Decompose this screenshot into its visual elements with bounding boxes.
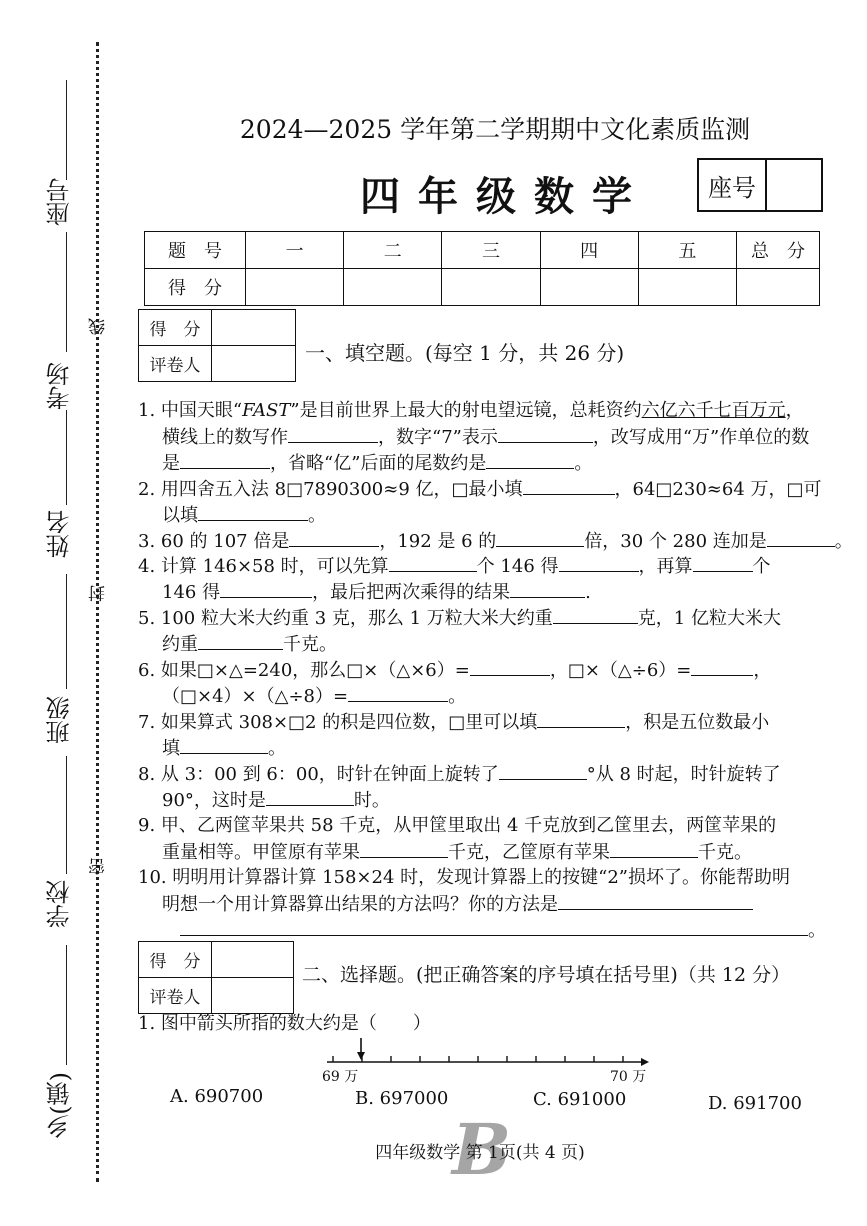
q-text: 3. 60 的 107 倍是 [138, 531, 290, 552]
question-10-line3 [180, 917, 826, 944]
answer-blank[interactable] [360, 839, 448, 858]
grader-name-cell[interactable] [212, 346, 296, 382]
exam-room-label: 考场 [46, 362, 74, 410]
q-text: . [585, 582, 591, 603]
q-text: ”是目前世界上最大的射电望远镜，总耗资约 [290, 400, 642, 421]
grader-score-label: 得 分 [139, 310, 212, 346]
question-1-line1 [138, 398, 804, 424]
answer-blank[interactable] [288, 424, 378, 443]
answer-blank[interactable] [498, 424, 593, 443]
choice-question-1: 1. 图中箭头所指的数大约是（ ） [138, 1013, 431, 1034]
answer-blank[interactable] [180, 917, 808, 936]
question-3 [138, 528, 853, 555]
q-text: ，改写成用“万”作单位的数 [592, 427, 810, 448]
q-text: 9. 甲、乙两筐苹果共 58 千克，从甲筐里取出 4 千克放到乙筐里去，两筐苹果的 [138, 815, 777, 836]
q-text: 千克。 [283, 634, 337, 655]
class-label: 班级 [46, 696, 74, 744]
question-1-line3 [162, 450, 592, 477]
q-text: 7. 如果算式 308×□2 的积是四位数，□里可以填 [138, 712, 538, 733]
q-text: 约重 [162, 634, 198, 655]
answer-blank[interactable] [289, 528, 379, 547]
q-text: 146 得 [162, 582, 221, 603]
q-text: 时。 [353, 790, 390, 811]
q-text: 。 [808, 920, 826, 941]
q-text: 以填 [162, 505, 198, 526]
question-5-line2 [162, 631, 337, 658]
q-text: 90°，这时是 [162, 790, 266, 811]
school-label: 学校 [46, 880, 74, 928]
score-table-cell: 总 分 [737, 232, 820, 269]
question-4-line2 [162, 579, 591, 606]
q-text: 6. 如果□×△=240，那么□×（△×6）= [138, 660, 470, 681]
seat-number-label: 座号 [46, 178, 74, 226]
question-2-line2 [162, 502, 326, 529]
answer-blank[interactable] [496, 528, 584, 547]
q-text: ， [753, 660, 772, 681]
line-mark: 线 [89, 318, 109, 335]
grader-score-cell[interactable] [212, 310, 296, 346]
q-text: ，再算 [638, 556, 693, 577]
paper-version-mark: B [452, 1108, 512, 1191]
grader-name-label: 评卷人 [139, 978, 212, 1014]
score-table-cell: 三 [442, 232, 540, 269]
q-text: 。 [448, 686, 467, 707]
option-d[interactable]: D. 691700 [708, 1093, 802, 1114]
q-text: 个 146 得 [476, 556, 559, 577]
seat-box-label: 座号 [699, 160, 767, 210]
q-text: 10. 明明用计算器计算 158×24 时，发现计算器上的按键“2”损坏了。你能帮助明 [138, 867, 790, 888]
grader-box-2 [138, 941, 294, 1014]
secret-mark: 密 [89, 858, 109, 875]
score-cell[interactable] [442, 269, 540, 306]
answer-blank[interactable] [610, 839, 698, 858]
answer-blank[interactable] [553, 605, 638, 624]
answer-blank[interactable] [198, 631, 283, 650]
question-9-line1 [138, 813, 776, 839]
q-text: 。 [574, 453, 593, 474]
score-table-header-row [145, 232, 820, 269]
score-table-score-row [145, 269, 820, 306]
q-text: FAST [242, 400, 291, 421]
grader-score-cell[interactable] [212, 942, 294, 978]
question-8-line1 [138, 761, 781, 788]
question-10-line1 [138, 865, 790, 891]
answer-blank[interactable] [348, 683, 448, 702]
q-text: 个 [752, 556, 771, 577]
page-footer: 四年级数学 第 1页(共 4 页) [375, 1143, 585, 1163]
q-text: ，64□230≈64 万，□可 [614, 479, 822, 500]
q-text: 填 [162, 738, 180, 759]
answer-blank[interactable] [499, 761, 587, 780]
score-table [144, 231, 820, 306]
score-cell[interactable] [246, 269, 344, 306]
question-10-line2 [162, 891, 753, 918]
grader-score-label: 得 分 [139, 942, 212, 978]
question-9-line2 [162, 839, 752, 866]
answer-blank[interactable] [559, 553, 639, 572]
q-text: ，最后把两次乘得的结果 [312, 582, 511, 603]
q-text: ，省略“亿”后面的尾数约是 [270, 453, 487, 474]
grader-name-label: 评卷人 [139, 346, 212, 382]
question-4-line1 [138, 553, 771, 580]
answer-blank[interactable] [558, 891, 753, 910]
question-6-line2 [162, 683, 466, 710]
option-b[interactable]: B. 697000 [355, 1088, 449, 1109]
q-text: （□×4）×（△÷8）= [162, 686, 349, 707]
q-text: 千克。 [698, 842, 752, 863]
score-cell[interactable] [540, 269, 638, 306]
q-text: 8. 从 3：00 到 6：00，时针在钟面上旋转了 [138, 764, 499, 785]
score-table-cell: 四 [540, 232, 638, 269]
score-cell[interactable] [638, 269, 736, 306]
question-7-line1 [138, 709, 769, 736]
question-2-line1 [138, 476, 822, 503]
answer-blank[interactable] [389, 553, 477, 572]
q-text: 4. 计算 146×58 时，可以先算 [138, 556, 389, 577]
score-cell[interactable] [737, 269, 820, 306]
axis-left-label: 69 万 [322, 1069, 359, 1085]
school-blank [66, 756, 67, 874]
score-table-cell: 题 号 [145, 232, 246, 269]
q-text: ，数字“7”表示 [378, 427, 498, 448]
q-text: 重量相等。甲筐原有苹果 [162, 842, 360, 863]
q-text: 千克，乙筐原有苹果 [448, 842, 610, 863]
answer-blank[interactable] [486, 450, 574, 469]
q-text: °从 8 时起，时针旋转了 [586, 764, 781, 785]
answer-blank[interactable] [767, 528, 835, 547]
q-text: ，192 是 6 的 [379, 531, 497, 552]
grader-box-1 [138, 309, 296, 382]
township-blank [66, 945, 67, 1065]
axis-right-label: 70 万 [610, 1069, 647, 1085]
exam-room-blank [66, 232, 67, 352]
answer-blank[interactable] [180, 735, 268, 754]
q-text: 明想一个用计算器算出结果的方法吗？你的方法是 [162, 894, 558, 915]
grader-name-cell[interactable] [212, 978, 294, 1014]
score-table-cell: 二 [344, 232, 442, 269]
q-text: 2. 用四舍五入法 8□7890300≈9 亿，□最小填 [138, 479, 523, 500]
q-underlined-text: 六亿六千七百万元 [641, 400, 786, 421]
class-blank [66, 574, 67, 689]
answer-blank[interactable] [523, 476, 615, 495]
answer-blank[interactable] [537, 709, 625, 728]
q-text: 。 [308, 505, 326, 526]
q-text: 是 [162, 453, 180, 474]
question-8-line2 [162, 787, 390, 814]
number-line-ticks [333, 1056, 623, 1062]
q-text: 。 [268, 738, 286, 759]
q-text: 。 [834, 531, 853, 552]
section2-title: 二、选择题。(把正确答案的序号填在括号里)（共 12 分） [302, 964, 791, 986]
q-text: 倍，30 个 280 连加是 [584, 531, 767, 552]
answer-blank[interactable] [198, 502, 308, 521]
q-text: 横线上的数写作 [162, 427, 288, 448]
option-a[interactable]: A. 690700 [170, 1086, 264, 1107]
score-cell[interactable] [344, 269, 442, 306]
binding-dotted-line [96, 42, 99, 1182]
subject-title: 四年级数学 [360, 173, 650, 220]
number-line [315, 1034, 655, 1086]
seat-box [697, 158, 823, 212]
question-7-line2 [162, 735, 286, 762]
township-label: 乡(镇) [46, 1072, 74, 1139]
exam-title: 2024—2025 学年第二学期期中文化素质监测 [239, 115, 751, 144]
score-table-cell: 得 分 [145, 269, 246, 306]
number-line-arrowhead [641, 1058, 649, 1066]
q-text: 1. 中国天眼“ [138, 400, 243, 421]
q-text: ，□×（△÷6）= [549, 660, 692, 681]
pointer-arrow-head [357, 1052, 365, 1060]
q-text: ，积是五位数最小 [625, 712, 770, 733]
score-table-cell: 五 [638, 232, 736, 269]
question-5-line1 [138, 605, 781, 632]
section1-title: 一、填空题。(每空 1 分，共 26 分) [305, 341, 625, 365]
answer-blank[interactable] [180, 450, 270, 469]
answer-blank[interactable] [693, 553, 753, 572]
name-blank [66, 410, 67, 505]
score-table-cell: 一 [246, 232, 344, 269]
q-text: ， [785, 400, 804, 421]
seat-box-input[interactable] [767, 160, 821, 210]
seal-mark: 封 [89, 585, 109, 602]
name-label: 姓名 [46, 510, 74, 558]
answer-blank[interactable] [266, 787, 354, 806]
answer-blank[interactable] [220, 579, 312, 598]
answer-blank[interactable] [470, 657, 550, 676]
answer-blank[interactable] [510, 579, 585, 598]
q-text: 克，1 亿粒大米大 [637, 608, 781, 629]
option-c[interactable]: C. 691000 [533, 1089, 627, 1110]
answer-blank[interactable] [691, 657, 753, 676]
question-1-line2 [162, 424, 809, 451]
q-text: 5. 100 粒大米大约重 3 克，那么 1 万粒大米大约重 [138, 608, 553, 629]
question-6-line1 [138, 657, 771, 684]
